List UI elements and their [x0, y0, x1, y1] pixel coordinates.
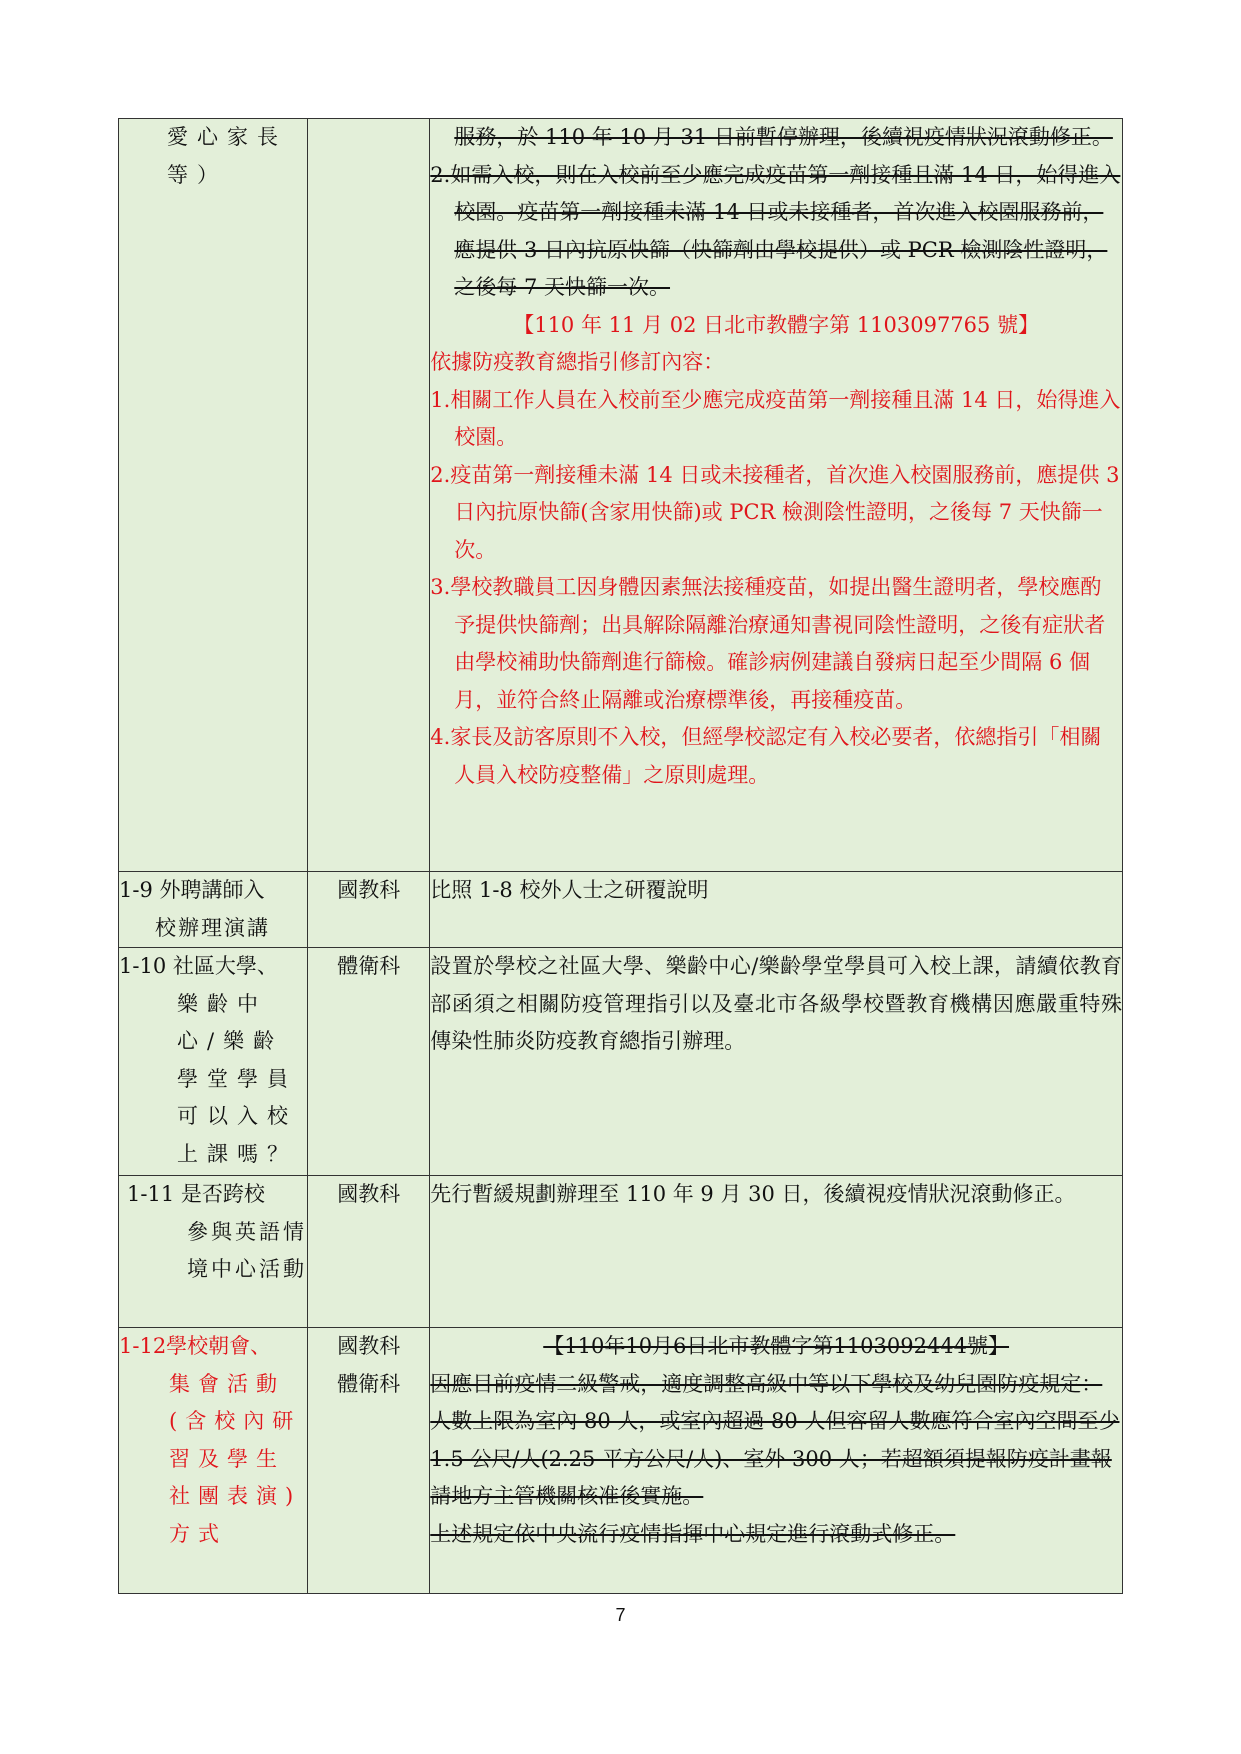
department-cell — [308, 1176, 430, 1328]
struck-item: 2.如需入校，則在入校前至少應完成疫苗第一劑接種且滿 14 日，始得進入校園。疫苗第一劑接種未滿 14 日或未接種者，首次進入校園服務前，應提供 3 日內抗原快篩（快篩劑由學校提供）或 PCR 檢測陰性證明，之後每 7 天快篩一次。 — [430, 162, 1121, 299]
topic-number: 1-9 外聘講師入 — [119, 878, 265, 902]
department-cell — [308, 1328, 430, 1594]
topic-text: 校辦理演講 — [155, 915, 270, 940]
topic-text: 參與英語情境中心活動 — [187, 1219, 307, 1281]
topic-cell — [119, 119, 308, 872]
topic-cell — [119, 1176, 308, 1328]
department-cell — [308, 948, 430, 1176]
department-cell — [308, 872, 430, 948]
revision-intro: 依據防疫教育總指引修訂內容： — [430, 350, 725, 374]
department-label: 體衛科 — [337, 954, 401, 978]
struck-text: 人數上限為室內 80 人，或室內超過 80 人但容留人數應符合室內空間至少 1.5 公尺/人(2.25 平方公尺/人)、室外 300 人；若超額須提報防疫計畫報請地方主管機關核准後實施。 — [430, 1409, 1120, 1508]
revision-item: 2.疫苗第一劑接種未滿 14 日或未接種者，首次進入校園服務前，應提供 3 日內抗原快篩(含家用快篩)或 PCR 檢測陰性證明，之後每 7 天快篩一次。 — [430, 462, 1120, 562]
faq-table — [118, 118, 1123, 1594]
table-row — [119, 119, 1123, 872]
topic-text: 集會活動(含校內研習及學生社團表演)方式 — [169, 1371, 302, 1546]
department-label: 國教科 — [337, 878, 401, 902]
topic-cell — [119, 948, 308, 1176]
topic-number: 1-10 社區大學、 — [119, 954, 278, 978]
topic-text: 愛心家長等） — [167, 125, 287, 187]
reference-number: 【110 年 11 月 02 日北市教體字第 1103097765 號】 — [513, 312, 1040, 337]
content-cell — [430, 948, 1123, 1176]
struck-text: 上述規定依中央流行疫情指揮中心規定進行滾動式修正。 — [430, 1521, 956, 1546]
content-text: 先行暫緩規劃辦理至 110 年 9 月 30 日，後續視疫情狀況滾動修正。 — [430, 1182, 1076, 1206]
content-cell — [430, 1176, 1123, 1328]
topic-number: 1-12學校朝會、 — [119, 1334, 272, 1358]
struck-reference: 【110年10月6日北市教體字第1103092444號】 — [543, 1334, 1010, 1358]
department-label: 體衛科 — [337, 1371, 401, 1396]
struck-text: 因應目前疫情二級警戒，適度調整高級中等以下學校及幼兒園防疫規定： — [430, 1371, 1103, 1396]
department-cell — [308, 119, 430, 872]
department-label: 國教科 — [337, 1182, 401, 1206]
struck-text: 服務，於 110 年 10 月 31 日前暫停辦理，後續視疫情狀況滾動修正。 — [454, 125, 1113, 149]
revision-item: 4.家長及訪客原則不入校，但經學校認定有入校必要者，依總指引「相關人員入校防疫整備」之原則處理。 — [430, 725, 1102, 787]
topic-cell — [119, 1328, 308, 1594]
revision-item: 1.相關工作人員在入校前至少應完成疫苗第一劑接種且滿 14 日，始得進入校園。 — [430, 387, 1121, 449]
page-number: 7 — [615, 1605, 626, 1625]
department-label: 國教科 — [337, 1334, 401, 1358]
content-cell — [430, 119, 1123, 872]
topic-text: 樂齡中心/樂齡學堂學員可以入校上課嗎？ — [177, 991, 297, 1166]
revision-item: 3.學校教職員工因身體因素無法接種疫苗，如提出醫生證明者，學校應酌予提供快篩劑；出具解除隔離治療通知書視同陰性證明，之後有症狀者由學校補助快篩劑進行篩檢。確診病例建議自發病日起至少間隔 6 個月，並符合終止隔離或治療標準後，再接種疫苗。 — [430, 575, 1106, 712]
content-cell — [430, 1328, 1123, 1594]
table-row — [119, 1328, 1123, 1594]
topic-cell — [119, 872, 308, 948]
table-row — [119, 872, 1123, 948]
topic-number: 1-11 是否跨校 — [127, 1182, 265, 1206]
table-row — [119, 1176, 1123, 1328]
table-row — [119, 948, 1123, 1176]
content-text: 設置於學校之社區大學、樂齡中心/樂齡學堂學員可入校上課，請續依教育部函須之相關防疫管理指引以及臺北市各級學校暨教育機構因應嚴重特殊傳染性肺炎防疫教育總指引辦理。 — [430, 954, 1122, 1053]
content-cell — [430, 872, 1123, 948]
content-text: 比照 1-8 校外人士之研覆說明 — [430, 878, 709, 902]
